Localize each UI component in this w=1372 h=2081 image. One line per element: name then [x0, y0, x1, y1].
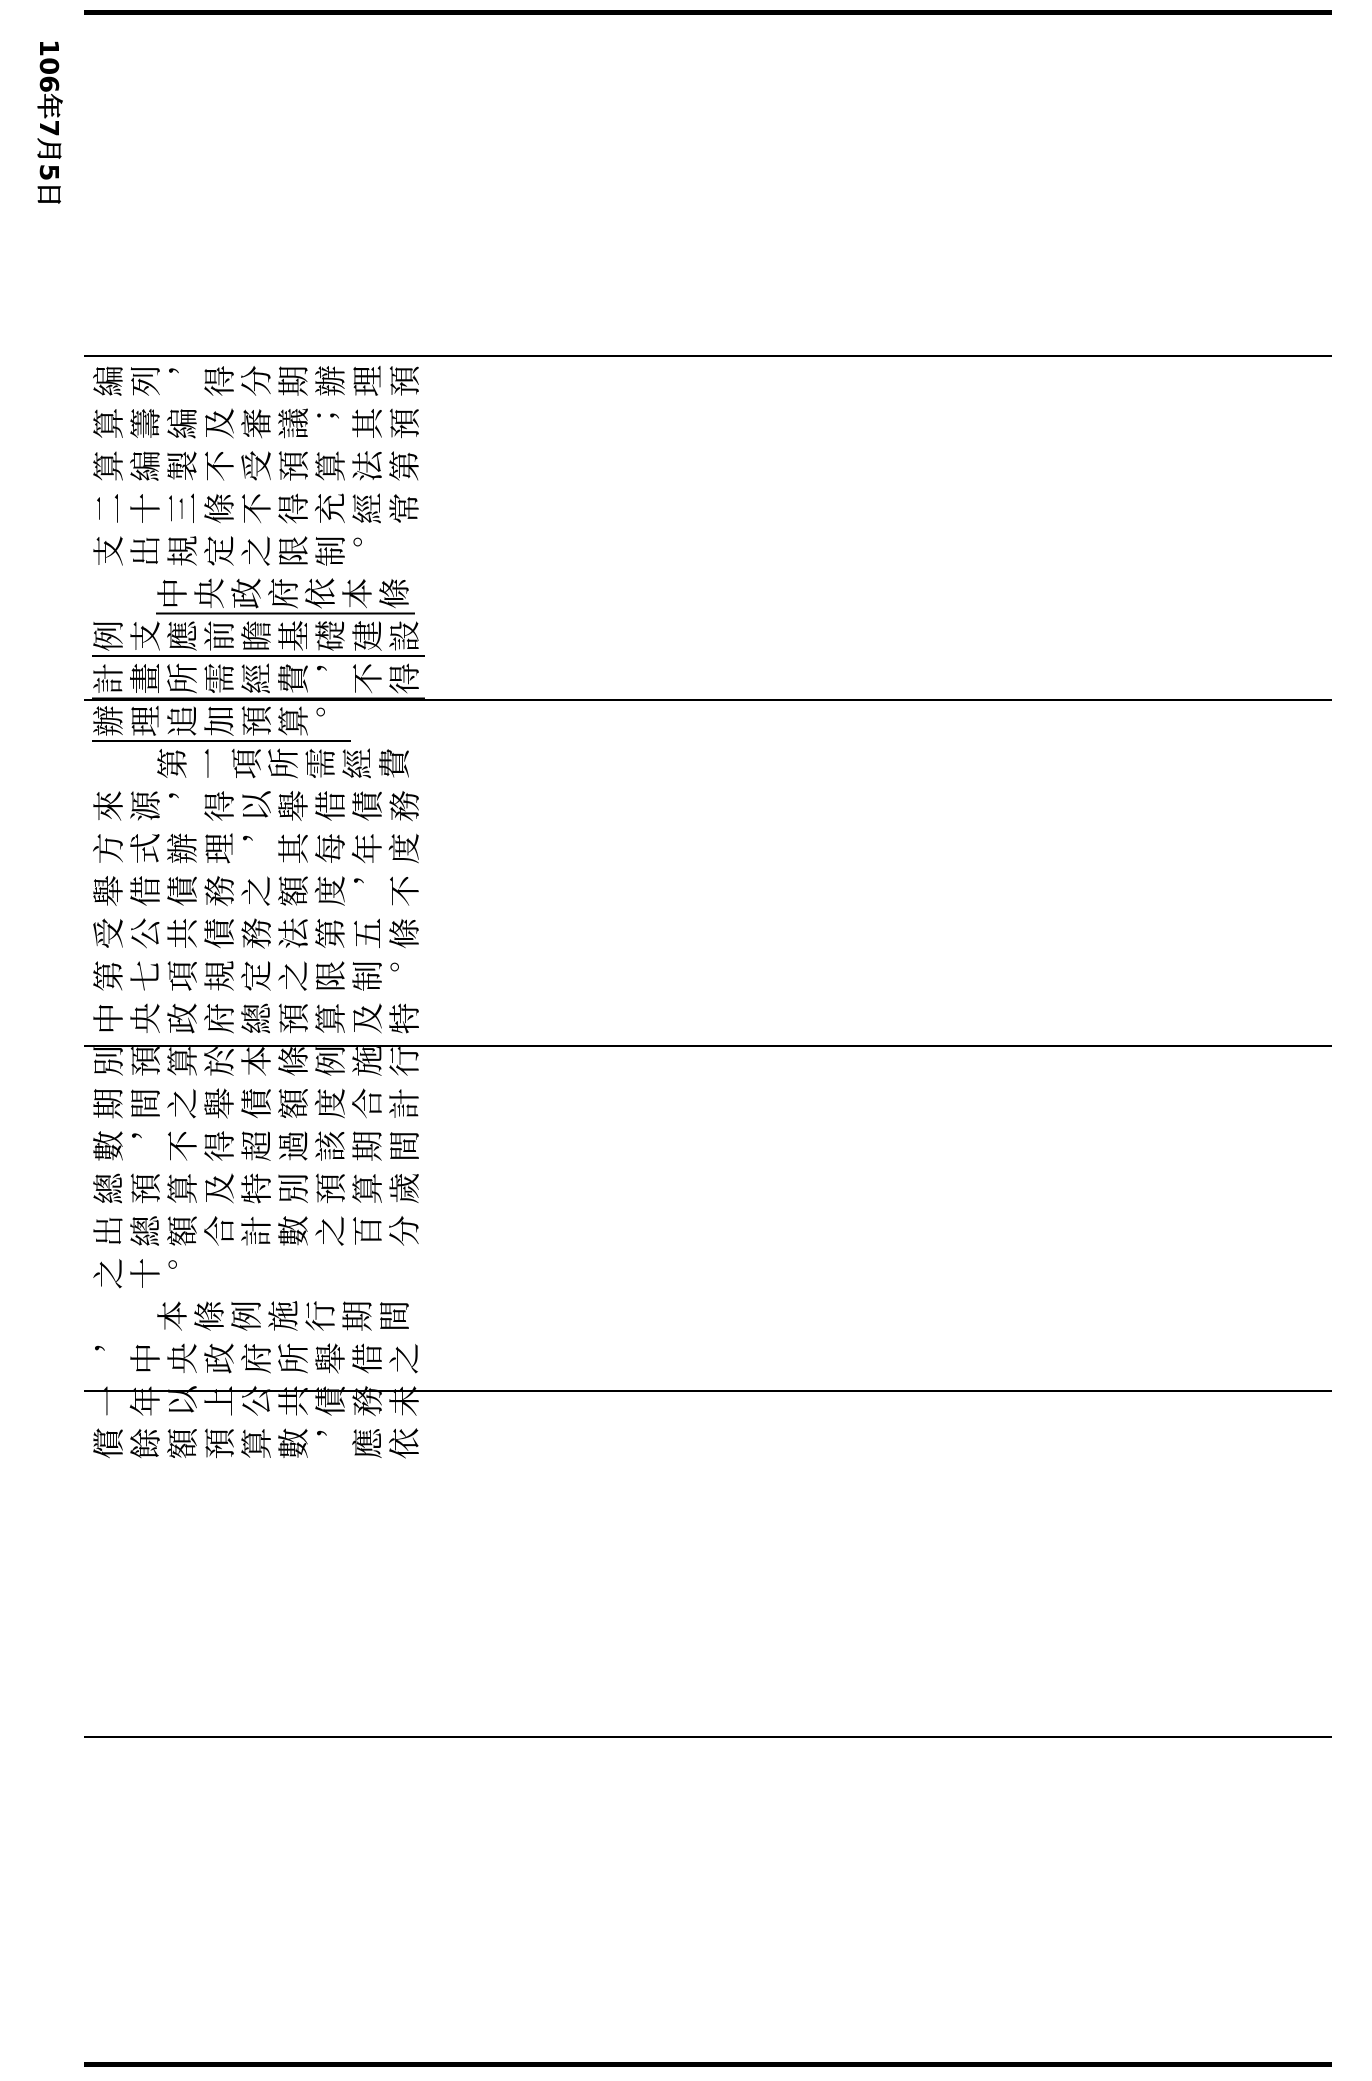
text-line: 舉借債務之額度，不: [92, 874, 425, 912]
top-thick-rule: [84, 10, 1332, 15]
amended-text-line: 計畫所需經費，不得: [92, 661, 425, 700]
text-line: 編列，得分期辦理預: [92, 364, 425, 402]
date-header: 106年7月5日: [33, 38, 63, 208]
amended-text-line: 例支應前瞻基礎建設: [92, 619, 425, 657]
text-line: 算籌編及審議；其預: [92, 406, 425, 445]
text-line: 方式辦理，其每年度: [92, 831, 425, 870]
amended-text-line: 辦理追加預算。: [92, 704, 351, 742]
text-line: 本條例施行期間: [156, 1299, 415, 1337]
text-line: 來源，得以舉借債務: [92, 789, 425, 827]
bottom-thick-rule: [84, 2062, 1332, 2067]
text-line: 第七項規定之限制。: [92, 959, 425, 997]
text-line: 受公共債務法第五條: [92, 916, 425, 955]
text-line: 中央政府總預算及特: [92, 1001, 425, 1040]
text-line: 別預算於本條例施行: [92, 1044, 425, 1082]
text-line: 二十三條不得充經常: [92, 491, 425, 530]
row-divider-1: [84, 355, 1332, 357]
text-line: 數，不得超過該期間: [92, 1129, 425, 1167]
text-line: 一年以上公共債務未: [92, 1384, 425, 1422]
article-text-column: [92, 362, 1324, 1465]
text-line: 出總額合計數之百分: [92, 1214, 425, 1252]
text-line: 算編製不受預算法第: [92, 449, 425, 487]
text-line: 償餘額預算數，應依: [92, 1426, 425, 1465]
row-divider-5: [84, 1736, 1332, 1738]
text-line: 第一項所需經費: [156, 746, 415, 785]
text-line: 期間之舉債額度合計: [92, 1086, 425, 1125]
text-line: 總預算及特別預算歲: [92, 1171, 425, 1210]
text-line: 之十。: [92, 1256, 203, 1295]
text-line: 支出規定之限制。: [92, 534, 388, 572]
text-line: ，中央政府所舉借之: [92, 1341, 425, 1380]
amended-text-line: 中央政府依本條: [156, 576, 415, 615]
article-text-cell: [92, 362, 1324, 1465]
